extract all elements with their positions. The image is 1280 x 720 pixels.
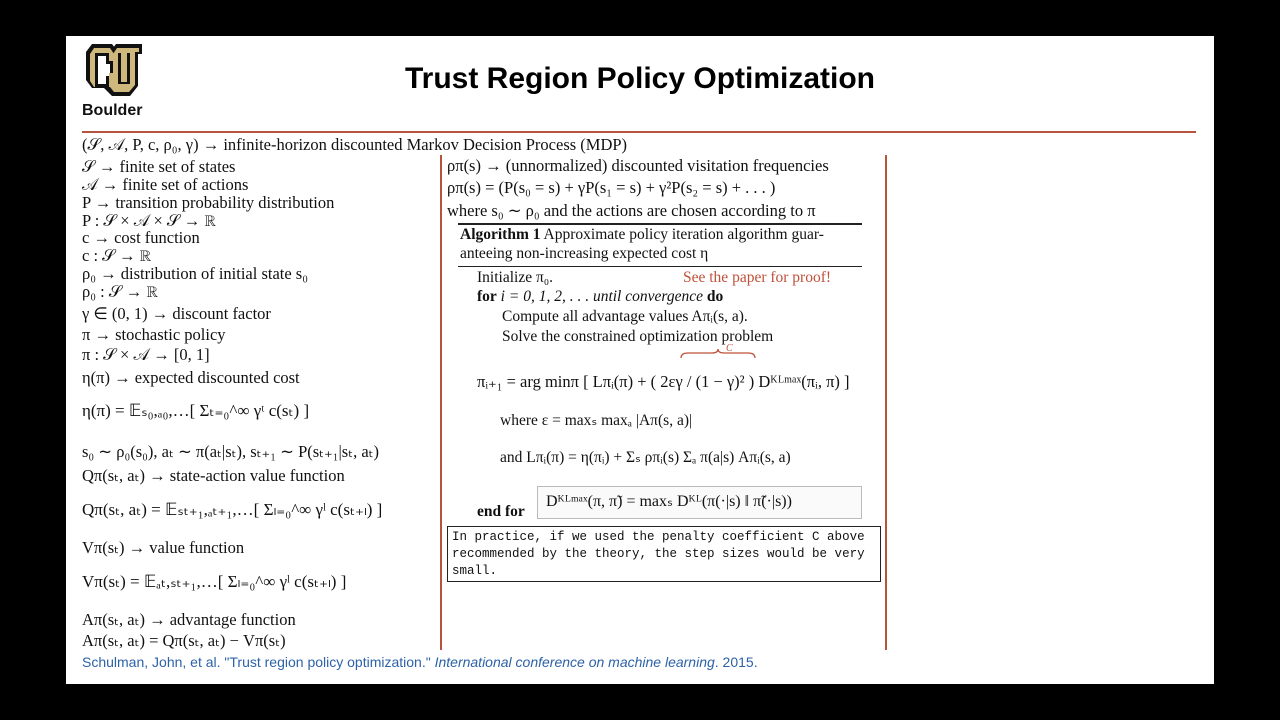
practice-note: In practice, if we used the penalty coefficient C above recommended by the theory, the step sizes would be very small. xyxy=(447,526,881,582)
algorithm-caption-2: anteeing non-increasing expected cost η xyxy=(460,245,709,262)
epsilon-definition: where ε = maxₛ maxₐ |Aπ(s, a)| xyxy=(500,412,693,429)
rho-equation: ρπ(s) = (P(s₀ = s) + γP(s₁ = s) + γ²P(s₂ = s) + . . . ) xyxy=(447,178,776,197)
dkl-definition: Dᴷᴸᵐᵃˣ(π, π̃) = maxₛ Dᴷᴸ(π(·|s) ‖ π̃(·|s)) xyxy=(546,493,792,510)
column-divider-right xyxy=(885,155,887,650)
def-line: c → cost function xyxy=(82,228,200,247)
def-line: Aπ(sₜ, aₜ) → advantage function xyxy=(82,610,296,629)
eta-equation: η(π) = 𝔼ₛ₀,ₐ₀,…[ Σₜ₌₀^∞ γᵗ c(sₜ) ] xyxy=(82,401,310,420)
slide-title: Trust Region Policy Optimization xyxy=(404,62,876,95)
algorithm-mid-rule xyxy=(458,266,862,267)
def-line: s₀ ∼ ρ₀(s₀), aₜ ∼ π(aₜ|sₜ), sₜ₊₁ ∼ P(sₜ₊₁|sₜ, aₜ) xyxy=(82,442,380,461)
def-line: P → transition probability distribution xyxy=(82,193,335,212)
title-divider xyxy=(82,131,1196,133)
citation-authors: Schulman, John, et al. "Trust region policy optimization." xyxy=(82,654,435,670)
def-line: c : 𝒮 → ℝ xyxy=(82,246,152,265)
v-equation: Vπ(sₜ) = 𝔼ₐₜ,ₛₜ₊₁,…[ Σₗ₌₀^∞ γˡ c(sₜ₊ₗ) ] xyxy=(82,572,347,591)
citation xyxy=(82,654,758,670)
def-line: Qπ(sₜ, aₜ) → state-action value function xyxy=(82,466,345,485)
rho-definition: ρπ(s) → (unnormalized) discounted visitation frequencies xyxy=(447,156,829,175)
def-line: η(π) → expected discounted cost xyxy=(82,368,300,387)
def-line: 𝒜 → finite set of actions xyxy=(82,175,249,194)
def-line: γ ∈ (0, 1) → discount factor xyxy=(82,304,271,323)
brace-label-c: C xyxy=(726,343,733,354)
surrogate-definition: and Lπᵢ(π) = η(πᵢ) + Σₛ ρπᵢ(s) Σₐ π(a|s) Aπᵢ(s, a) xyxy=(500,449,791,466)
alg-end-for: end for xyxy=(477,503,525,520)
do-keyword: do xyxy=(706,288,724,305)
def-line: ρ₀ → distribution of initial state s₀ xyxy=(82,264,308,283)
algorithm-label: Algorithm 1 xyxy=(460,226,541,243)
dkl-box xyxy=(537,486,862,519)
def-line: π : 𝒮 × 𝒜 → [0, 1] xyxy=(82,345,210,364)
proof-note: See the paper for proof! xyxy=(683,269,832,286)
advantage-equation: Aπ(sₜ, aₜ) = Qπ(sₜ, aₜ) − Vπ(sₜ) xyxy=(82,631,286,650)
def-line: P : 𝒮 × 𝒜 × 𝒮 → ℝ xyxy=(82,211,217,230)
citation-year: . 2015. xyxy=(714,654,758,670)
q-equation: Qπ(sₜ, aₜ) = 𝔼ₛₜ₊₁,ₐₜ₊₁,…[ Σₗ₌₀^∞ γˡ c(sₜ₊ₗ) ] xyxy=(82,500,383,519)
alg-for-line xyxy=(477,287,723,307)
overbrace xyxy=(680,349,756,359)
def-line: Vπ(sₜ) → value function xyxy=(82,538,245,557)
slide xyxy=(66,36,1214,684)
for-keyword: for xyxy=(477,288,497,305)
def-line: ρ₀ : 𝒮 → ℝ xyxy=(82,282,159,301)
rho-where: where s₀ ∼ ρ₀ and the actions are chosen according to π xyxy=(447,201,816,220)
citation-venue: International conference on machine learning xyxy=(434,654,715,670)
alg-init: Initialize π₀. xyxy=(477,269,554,286)
algorithm-caption-1 xyxy=(460,225,824,245)
alg-step-2: Solve the constrained optimization problem xyxy=(502,328,774,345)
alg-step-1: Compute all advantage values Aπᵢ(s, a). xyxy=(502,308,748,325)
for-condition: i = 0, 1, 2, . . . until convergence xyxy=(500,288,703,305)
def-line: π → stochastic policy xyxy=(82,325,226,344)
mdp-definition: (𝒮, 𝒜, P, c, ρ₀, γ) → infinite-horizon discounted Markov Decision Process (MDP) xyxy=(82,135,628,154)
column-divider-left xyxy=(440,155,442,650)
def-line: 𝒮 → finite set of states xyxy=(82,157,236,176)
policy-update-equation: πᵢ₊₁ = arg minπ [ Lπᵢ(π) + ( 2εγ / (1 − γ)² ) Dᴷᴸᵐᵃˣ(πᵢ, π) ] xyxy=(477,372,850,391)
logo-text: Boulder xyxy=(82,102,143,119)
caption-text: Approximate policy iteration algorithm guar- xyxy=(543,226,824,243)
